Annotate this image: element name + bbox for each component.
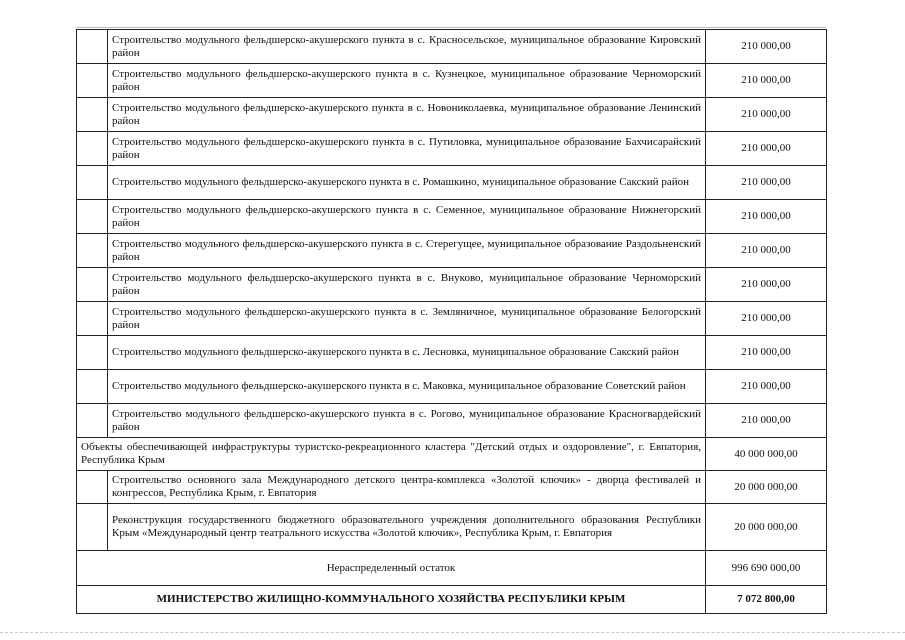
row-amount: 210 000,00 xyxy=(706,64,827,98)
table-row-fap-novonikolaevka xyxy=(77,98,827,132)
row-description: Реконструкция государственного бюджетного образовательного учреждения дополнительного образования Республики Крым «Международный центр театрального искусства «Золотой ключик», Республика Крым, г. Евпатория xyxy=(108,504,706,551)
table-row-fap-kuznetskoe xyxy=(77,64,827,98)
budget-table-body xyxy=(77,30,827,614)
table-row-fap-zemlyanichnoe xyxy=(77,302,827,336)
row-amount: 210 000,00 xyxy=(706,132,827,166)
table-row-fap-makovka xyxy=(77,370,827,404)
table-row-tourism-theatre-centre xyxy=(77,504,827,551)
unallocated-amount: 996 690 000,00 xyxy=(706,551,827,586)
table-row-fap-lesnovka xyxy=(77,336,827,370)
row-description: Строительство модульного фельдшерско-акушерского пункта в с. Лесновка, муниципальное образование Сакский район xyxy=(108,336,706,370)
table-row-fap-vnukovo xyxy=(77,268,827,302)
row-amount: 210 000,00 xyxy=(706,166,827,200)
table-row-fap-romashkino xyxy=(77,166,827,200)
budget-table xyxy=(76,29,827,614)
row-description: Строительство модульного фельдшерско-акушерского пункта в с. Семенное, муниципальное образование Нижнегорский район xyxy=(108,200,706,234)
row-description: Строительство модульного фельдшерско-акушерского пункта в с. Маковка, муниципальное образование Советский район xyxy=(108,370,706,404)
row-description: Строительство модульного фельдшерско-акушерского пункта в с. Внуково, муниципальное образование Черноморский район xyxy=(108,268,706,302)
row-amount: 210 000,00 xyxy=(706,30,827,64)
table-row-ministry xyxy=(77,586,827,614)
row-amount: 210 000,00 xyxy=(706,404,827,438)
group-amount: 40 000 000,00 xyxy=(706,438,827,471)
indent-cell xyxy=(77,234,108,268)
row-amount: 210 000,00 xyxy=(706,98,827,132)
ministry-amount: 7 072 800,00 xyxy=(706,586,827,614)
indent-cell xyxy=(77,370,108,404)
row-description: Строительство модульного фельдшерско-акушерского пункта в с. Рогово, муниципальное образование Красногвардейский район xyxy=(108,404,706,438)
row-amount: 20 000 000,00 xyxy=(706,504,827,551)
row-amount: 210 000,00 xyxy=(706,268,827,302)
indent-cell xyxy=(77,64,108,98)
table-row-fap-putilovka xyxy=(77,132,827,166)
row-description: Строительство основного зала Международного детского центра-комплекса «Золотой ключик» - дворца фестивалей и конгрессов, Республика Крым, г. Евпатория xyxy=(108,471,706,504)
indent-cell xyxy=(77,200,108,234)
row-amount: 210 000,00 xyxy=(706,370,827,404)
row-amount: 210 000,00 xyxy=(706,200,827,234)
ministry-label: МИНИСТЕРСТВО ЖИЛИЩНО-КОММУНАЛЬНОГО ХОЗЯЙСТВА РЕСПУБЛИКИ КРЫМ xyxy=(77,586,706,614)
table-row-fap-rogovo xyxy=(77,404,827,438)
group-description: Объекты обеспечивающей инфраструктуры туристско-рекреационного кластера "Детский отдых и оздоровление", г. Евпатория, Республика Крым xyxy=(77,438,706,471)
table-row-fap-steregushchee xyxy=(77,234,827,268)
scan-edge-line xyxy=(0,632,905,636)
indent-cell xyxy=(77,471,108,504)
table-row-fap-semennoe xyxy=(77,200,827,234)
indent-cell xyxy=(77,302,108,336)
row-description: Строительство модульного фельдшерско-акушерского пункта в с. Кузнецкое, муниципальное образование Черноморский район xyxy=(108,64,706,98)
table-row-tourism-group xyxy=(77,438,827,471)
row-description: Строительство модульного фельдшерско-акушерского пункта в с. Путиловка, муниципальное образование Бахчисарайский район xyxy=(108,132,706,166)
indent-cell xyxy=(77,336,108,370)
row-amount: 210 000,00 xyxy=(706,234,827,268)
row-description: Строительство модульного фельдшерско-акушерского пункта в с. Новониколаевка, муниципальное образование Ленинский район xyxy=(108,98,706,132)
indent-cell xyxy=(77,504,108,551)
table-row-fap-krasnoselskoe xyxy=(77,30,827,64)
row-amount: 20 000 000,00 xyxy=(706,471,827,504)
row-description: Строительство модульного фельдшерско-акушерского пункта в с. Ромашкино, муниципальное образование Сакский район xyxy=(108,166,706,200)
row-amount: 210 000,00 xyxy=(706,336,827,370)
table-row-unallocated xyxy=(77,551,827,586)
row-amount: 210 000,00 xyxy=(706,302,827,336)
indent-cell xyxy=(77,98,108,132)
indent-cell xyxy=(77,166,108,200)
indent-cell xyxy=(77,404,108,438)
indent-cell xyxy=(77,132,108,166)
row-description: Строительство модульного фельдшерско-акушерского пункта в с. Красносельское, муниципальное образование Кировский район xyxy=(108,30,706,64)
table-row-tourism-main-hall xyxy=(77,471,827,504)
row-description: Строительство модульного фельдшерско-акушерского пункта в с. Земляничное, муниципальное образование Белогорский район xyxy=(108,302,706,336)
indent-cell xyxy=(77,30,108,64)
row-description: Строительство модульного фельдшерско-акушерского пункта в с. Стерегущее, муниципальное образование Раздольненский район xyxy=(108,234,706,268)
unallocated-label: Нераспределенный остаток xyxy=(77,551,706,586)
indent-cell xyxy=(77,268,108,302)
